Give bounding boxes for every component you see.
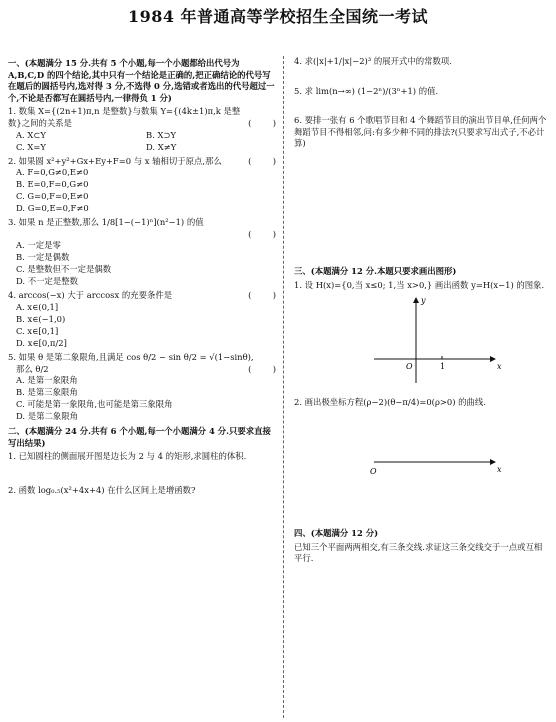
question-1-2 (8, 156, 276, 216)
option-a: A. F=0,G≠0,E≠0 (16, 167, 89, 178)
answer-paren: ( ) (248, 117, 276, 128)
answer-paren: ( ) (248, 228, 276, 239)
answer-paren: ( ) (248, 155, 276, 166)
option-b: B. x∈(−1,0) (16, 313, 66, 324)
polar-axis-figure (294, 444, 548, 484)
section-1-heading: 一、(本题满分 15 分.共有 5 个小题,每一个小题都给出代号为 A,B,C,D 的四个结论,其中只有一个结论是正确的,把正确结论的代号写在题后的圆括号内,选对得 3 分,不选得 0 分,选错或者选出的代号超过一个,不论是否都写在圆括号内,一律得负 1 分) (8, 58, 275, 103)
page-title: 1984 年普通高等学校招生全国统一考试 (127, 7, 429, 26)
question-1-3 (8, 217, 276, 288)
option-b: B. 是第三象限角 (16, 387, 78, 398)
option-a: A. 是第一象限角 (16, 375, 78, 386)
question-text: 2. 如果圆 x²+y²+Gx+Ey+F=0 与 x 轴相切于原点,那么 (8, 155, 222, 166)
answer-paren: ( ) (248, 290, 276, 301)
option-c: C. G=0,F=0,E≠0 (16, 191, 89, 202)
x-axis-arrow-icon (490, 356, 496, 362)
origin-label: O (406, 362, 413, 372)
option-c: C. X=Y (16, 141, 46, 152)
option-c: C. 是整数但不一定是偶数 (16, 264, 112, 275)
question-1-5 (8, 352, 276, 423)
option-d: D. G=0,E=0,F≠0 (16, 203, 89, 214)
y-axis-label: y (421, 296, 426, 306)
question-2-5: 5. 求 lim(n→∞) (1−2ⁿ)/(3ⁿ+1) 的值. (294, 85, 439, 96)
question-2-2: 2. 函数 log₀.₅(x²+4x+4) 在什么区间上是增函数? (8, 484, 196, 495)
option-d: D. 是第二象限角 (16, 411, 78, 422)
section-3-heading: 三、(本题满分 12 分.本题只要求画出图形) (294, 265, 457, 276)
question-2-4: 4. 求(|x|+1/|x|−2)³ 的展开式中的常数项. (294, 56, 452, 66)
polar-axis-arrow-icon (490, 459, 496, 465)
section-2-heading: 二、(本题满分 24 分.共有 6 个小题,每一个小题满分 4 分.只要求直接写出结果) (8, 426, 271, 448)
section-4-heading: 四、(本题满分 12 分) (294, 527, 379, 538)
question-text: 3. 如果 n 是正整数,那么 1/8[1−(−1)ⁿ](n²−1) 的值 (8, 217, 204, 228)
y-axis-arrow-icon (413, 297, 419, 303)
option-d: D. X≠Y (146, 141, 177, 152)
polar-axis-label: x (497, 465, 502, 475)
question-text: 4. arccos(−x) 大于 arccosx 的充要条件是 (8, 290, 173, 301)
left-column (8, 56, 276, 497)
right-column (294, 56, 548, 569)
question-text: 1. 数集 X={(2n+1)π,n 是整数}与数集 Y={(4k±1)π,k 是整数}之间的关系是 (8, 106, 241, 128)
option-b: B. 一定是偶数 (16, 252, 70, 263)
tick-label-one: 1 (440, 362, 446, 372)
option-d: D. 不一定是整数 (16, 276, 78, 287)
question-3-1: 1. 设 H(x)={0,当 x≤0; 1,当 x>0,} 画出函数 y=H(x−1) 的图象. (294, 279, 545, 290)
coordinate-axes-figure (294, 295, 548, 387)
option-a: A. X⊂Y (16, 129, 46, 140)
option-a: A. x∈(0,1] (16, 301, 59, 312)
option-c: C. 可能是第一象限角,也可能是第三象限角 (16, 399, 173, 410)
question-3-2: 2. 画出极坐标方程(ρ−2)(θ−π/4)=0(ρ>0) 的曲线. (294, 396, 486, 407)
option-b: B. E=0,F=0,G≠0 (16, 179, 89, 190)
option-b: B. X⊃Y (146, 129, 176, 140)
question-4: 已知三个平面两两相交,有三条交线.求证这三条交线交于一点或互相平行. (294, 541, 543, 564)
option-d: D. x∈[0,π/2] (16, 337, 67, 348)
question-text-cont: 那么 θ/2 (16, 363, 49, 374)
question-text: 5. 如果 θ 是第二象限角,且满足 cos θ/2 − sin θ/2 = √(1−sinθ), (8, 351, 254, 362)
column-divider (283, 56, 284, 718)
question-2-1: 1. 已知圆柱的侧面展开图是边长为 2 与 4 的矩形,求圆柱的体积. (8, 451, 247, 462)
option-c: C. x∈[0,1] (16, 325, 59, 336)
question-1-4 (8, 290, 276, 350)
x-axis-label: x (497, 362, 502, 372)
question-1-1 (8, 106, 276, 153)
option-a: A. 一定是零 (16, 240, 61, 251)
question-2-6: 6. 要排一张有 6 个歌唱节目和 4 个舞蹈节目的演出节目单,任何两个舞蹈节目不得相邻,问:有多少种不同的排法?(只要求写出式子,不必计算) (294, 115, 547, 149)
answer-paren: ( ) (248, 363, 276, 374)
pole-label: O (370, 467, 377, 477)
